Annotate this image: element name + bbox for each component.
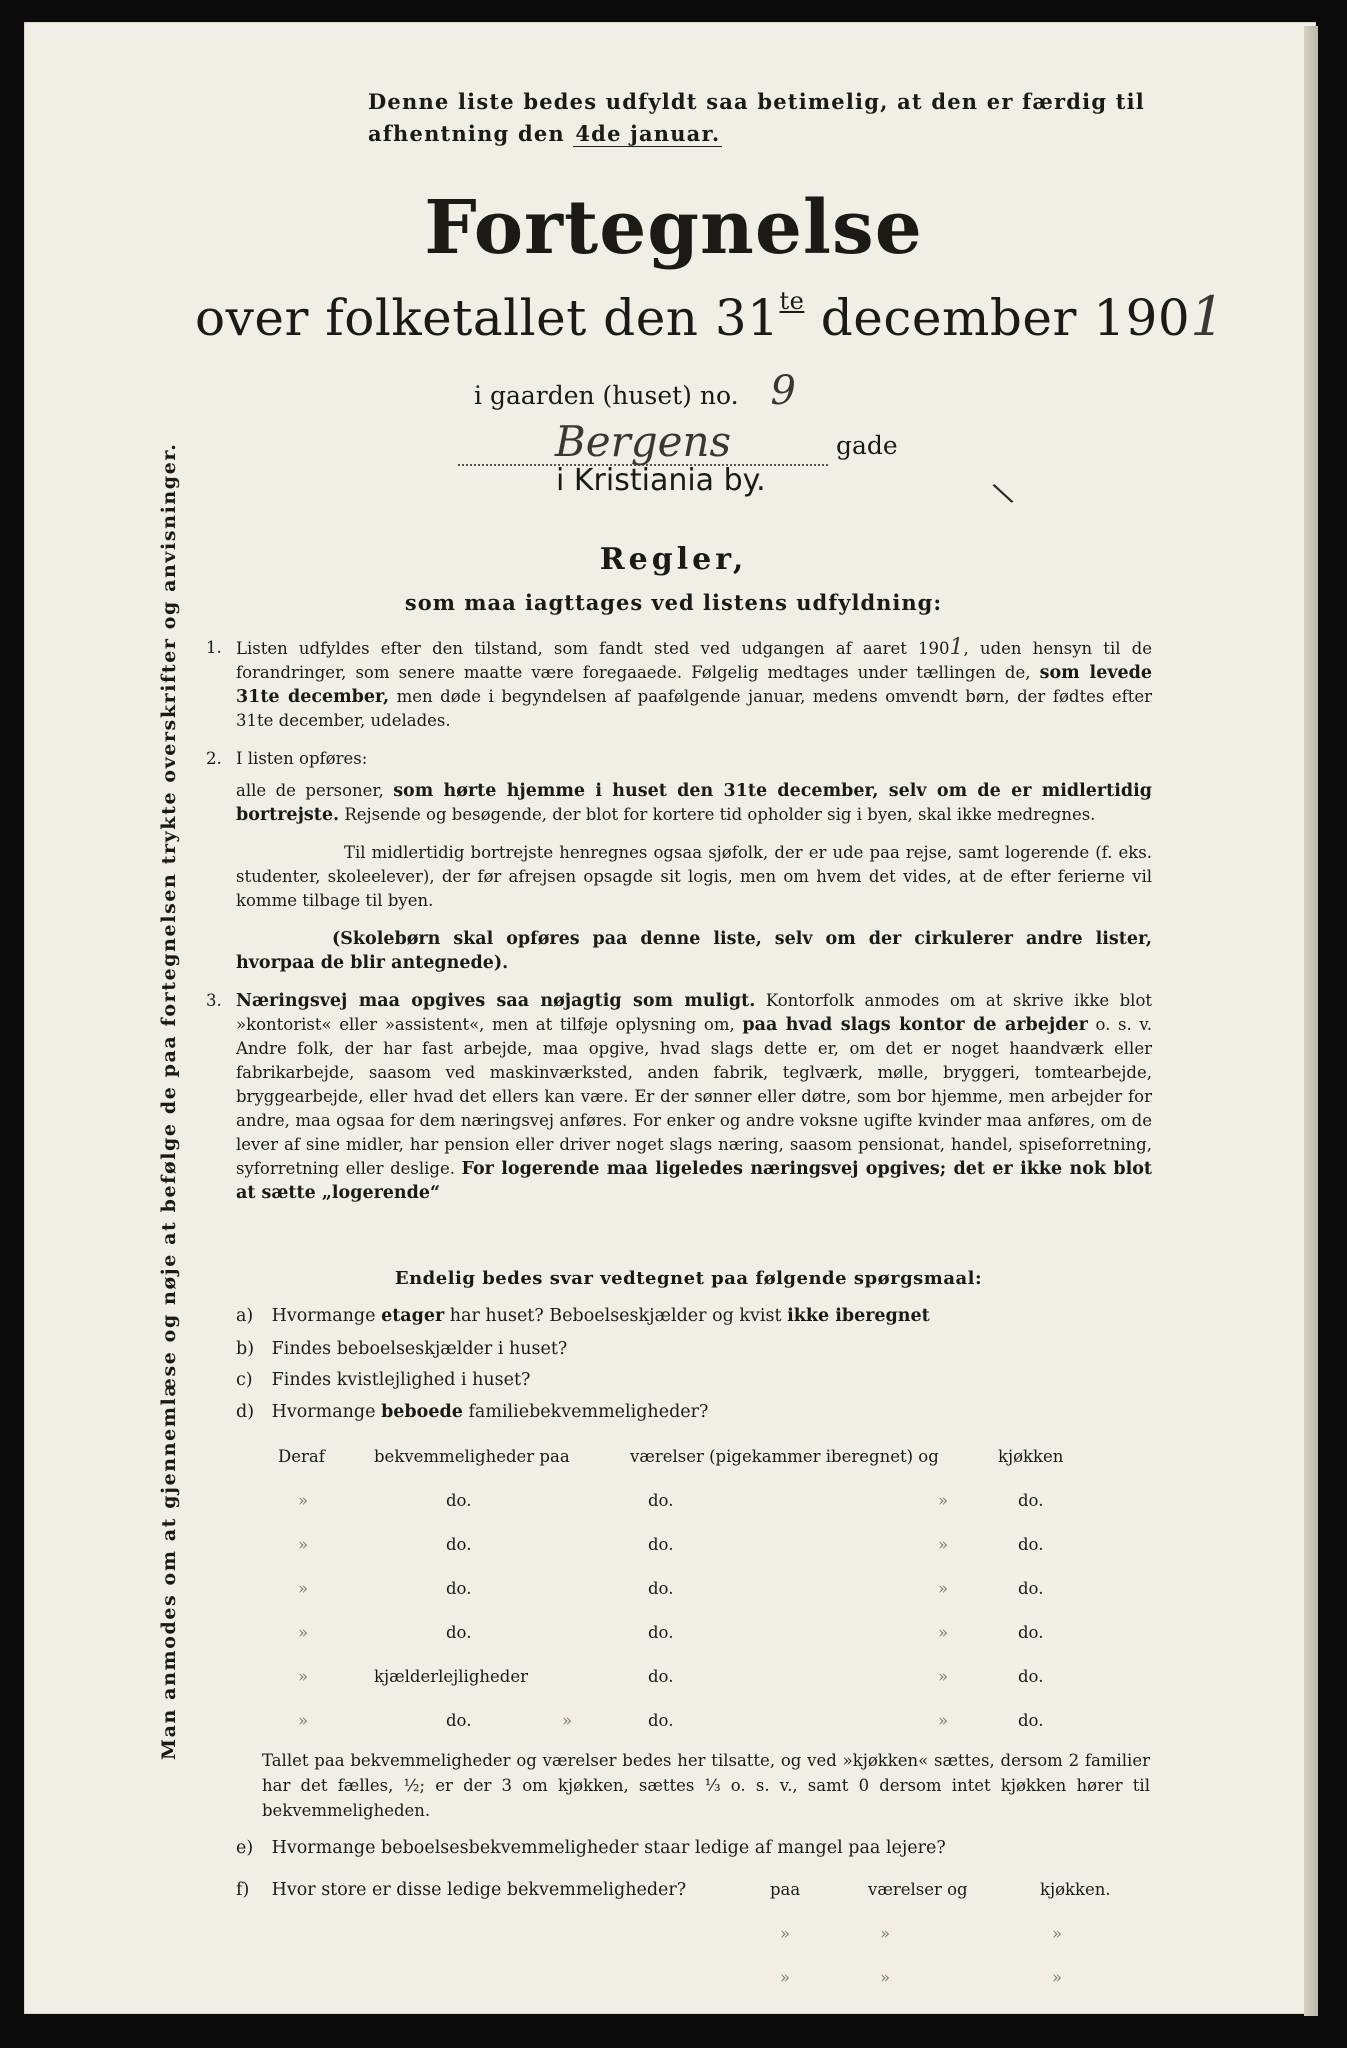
question-a-bold: etager <box>381 1306 445 1326</box>
subtitle-sup: te <box>779 287 805 315</box>
ditto-mark: » <box>880 1924 891 1943</box>
pickup-notice <box>368 86 1168 150</box>
ditto-mark: » <box>880 1968 891 1987</box>
ditto-mark: » <box>298 1667 309 1686</box>
rule-1-bold: som levede 31te december, <box>236 663 1153 707</box>
rule-1 <box>206 636 1152 733</box>
pickup-date: 4de januar. <box>575 121 721 146</box>
question-a-bold2: ikke iberegnet <box>787 1306 930 1326</box>
question-b-text: Findes beboelseskjælder i huset? <box>271 1339 568 1359</box>
ditto-do: do. <box>1018 1491 1044 1510</box>
ditto-mark: » <box>298 1579 309 1598</box>
rule-2-lead: I listen opføres: <box>236 749 368 768</box>
rule-2-part-a: alle de personer, <box>236 781 384 800</box>
document-title: Fortegnelse <box>424 185 923 271</box>
rule-3-bold-e: For logerende maa ligeledes næringsvej opgives; det er ikke nok blot at sætte „logerende“ <box>236 1159 1152 1203</box>
ditto-mark: » <box>938 1623 949 1642</box>
handwritten-house-number: 9 <box>770 368 796 414</box>
questions-heading: Endelig bedes svar vedtegnet paa følgende spørgsmaal: <box>394 1268 983 1289</box>
ditto-mark: » <box>938 1579 949 1598</box>
ditto-do: do. <box>1018 1535 1044 1554</box>
ditto-do: do. <box>648 1579 674 1598</box>
rule-2-text <box>236 779 1152 827</box>
ditto-mark: » <box>562 1711 573 1730</box>
ditto-mark: » <box>780 1968 791 1987</box>
ditto-mark: » <box>298 1711 309 1730</box>
rule-2-part-c: Rejsende og besøgende, der blot for kortere tid opholder sig i byen, skal ikke medregnes. <box>344 805 1096 824</box>
ditto-mark: » <box>938 1667 949 1686</box>
pickup-notice-line1: Denne liste bedes udfyldt saa betimelig, at den er færdig til <box>368 89 1145 114</box>
ditto-mark: » <box>938 1711 949 1730</box>
grid-header-deraf: Deraf <box>278 1447 325 1466</box>
ditto-do: do. <box>648 1623 674 1642</box>
question-f <box>236 1880 686 1900</box>
sidebar-instruction: Man anmodes om at gjennemlæse og nøje at befølge de paa fortegnelsen trykte overskrifter og anvisninger. <box>158 442 180 1760</box>
house-number-label: i gaarden (huset) no. <box>474 381 739 410</box>
document-subtitle <box>195 285 1225 348</box>
ditto-do: do. <box>1018 1623 1044 1642</box>
question-a-pre: Hvormange <box>271 1306 376 1326</box>
ditto-do: do. <box>446 1491 472 1510</box>
ditto-mark: » <box>298 1491 309 1510</box>
question-d <box>236 1402 708 1422</box>
question-a <box>236 1306 930 1326</box>
ditto-do: do. <box>446 1535 472 1554</box>
question-a-mid: har huset? Beboelseskjælder og kvist <box>449 1306 782 1326</box>
dwelling-note: Tallet paa bekvemmeligheder og værelser bedes her tilsatte, og ved »kjøkken« sættes, dersom 2 familier har det fælles, ½; er der 3 om kjøkken, sættes ⅓ o. s. v., samt 0 dersom intet kjøkken hører til bekvemmeligheden. <box>262 1751 1150 1820</box>
ditto-do: do. <box>648 1711 674 1730</box>
handwritten-rule-year: 1 <box>949 635 964 660</box>
ditto-mark: » <box>298 1623 309 1642</box>
rule-1-part-a: Listen udfyldes efter den tilstand, som fandt sted ved udgangen af aaret 190 <box>236 639 950 658</box>
question-d-pre: Hvormange <box>271 1402 376 1422</box>
question-f-vaerelser: værelser og <box>868 1880 968 1899</box>
rule-2-paragraph-2: Til midlertidig bortrejste henregnes ogsaa sjøfolk, der er ude paa rejse, samt logerende (f. eks. studenter, skoleelever), der før afrejsen opsagde sit logis, men om hvem det vides, at de efter ferierne vil komme tilbage til byen. <box>236 843 1152 910</box>
question-letter: a) <box>236 1306 254 1326</box>
rule-number: 3. <box>206 991 222 1010</box>
question-e-text: Hvormange beboelsesbekvemmeligheder staar ledige af mangel paa lejere? <box>271 1838 946 1858</box>
question-letter: f) <box>236 1880 250 1900</box>
ditto-mark: » <box>780 1924 791 1943</box>
city-line: i Kristiania by. <box>556 463 766 498</box>
ditto-mark: » <box>1052 1924 1063 1943</box>
pickup-notice-line2 <box>368 118 1168 150</box>
street-line <box>458 417 898 466</box>
street-suffix: gade <box>835 431 898 460</box>
question-letter: e) <box>236 1838 254 1858</box>
ditto-do: do. <box>648 1491 674 1510</box>
rule-1-text <box>236 636 1152 733</box>
rules-list <box>206 636 1152 1219</box>
rule-2 <box>206 747 1152 975</box>
rule-1-part-b: , uden hensyn til de forandringer, som senere maatte være foregaaede. Følgelig medtages under tællingen de, <box>236 639 1152 682</box>
rule-3-part-b: Kontorfolk anmodes om at skrive ikke blot »kontorist« eller »assistent«, men at tilføje oplysning om, <box>236 991 1153 1034</box>
ditto-mark: » <box>938 1535 949 1554</box>
handwritten-check-mark: \ <box>989 475 1017 512</box>
ditto-do: do. <box>1018 1711 1044 1730</box>
rule-number: 1. <box>206 638 222 657</box>
question-letter: b) <box>236 1339 255 1359</box>
rules-heading: Regler, <box>599 542 748 577</box>
rule-3-text <box>236 989 1152 1205</box>
rule-3-part-d: o. s. v. Andre folk, der har fast arbejde, maa opgive, hvad slags dette er, om det er noget haandværk eller fabrikarbejde, saasom ved maskinværksted, anden fabrik, teglværk, mølle, bryggeri, tomtearbejde, bryggearbejde, eller hvad det ellers kan være. Er der sønner eller døtre, som bor hjemme, men arbejder for andre, maa ogsaa for dem næringsvej anføres. For enker og andre voksne ugifte kvinder maa anføres, om de lever af sine midler, har pension eller driver noget slags næring, saasom pensionat, handel, spiseforretning, syforretning eller deslige. <box>236 1015 1152 1178</box>
rule-number: 2. <box>206 749 222 768</box>
grid-header-kjokken: kjøkken <box>998 1447 1064 1466</box>
ditto-do: do. <box>446 1711 472 1730</box>
ditto-do: do. <box>648 1535 674 1554</box>
rules-subheading: som maa iagttages ved listens udfyldning: <box>404 590 943 615</box>
question-letter: c) <box>236 1370 253 1390</box>
page-edge <box>1304 26 1318 2016</box>
subtitle-text2: december 190 <box>820 289 1191 347</box>
ditto-do: do. <box>648 1667 674 1686</box>
question-d-post: familiebekvemmeligheder? <box>468 1402 709 1422</box>
question-c-text: Findes kvistlejlighed i huset? <box>271 1370 531 1390</box>
ditto-do: do. <box>446 1623 472 1642</box>
question-e <box>236 1838 946 1858</box>
question-letter: d) <box>236 1402 255 1422</box>
rule-3-bold-c: paa hvad slags kontor de arbejder <box>742 1015 1088 1035</box>
question-c <box>236 1370 530 1390</box>
question-b <box>236 1339 567 1359</box>
rule-2-bold: som hørte hjemme i huset den 31te december, selv om de er midlertidig bortrejste. <box>236 781 1152 825</box>
ditto-mark: » <box>938 1491 949 1510</box>
ditto-mark: » <box>298 1535 309 1554</box>
question-d-bold: beboede <box>381 1402 463 1422</box>
ditto-do: do. <box>446 1579 472 1598</box>
pickup-notice-prefix: afhentning den <box>368 121 565 146</box>
question-f-text: Hvor store er disse ledige bekvemmeligheder? <box>271 1880 687 1900</box>
ditto-do: do. <box>1018 1667 1044 1686</box>
grid-header-vaerelser: værelser (pigekammer iberegnet) og <box>630 1447 939 1466</box>
ditto-do: do. <box>1018 1579 1044 1598</box>
rule-3-bold-a: Næringsvej maa opgives saa nøjagtig som muligt. <box>236 991 756 1011</box>
ditto-mark: » <box>1052 1968 1063 1987</box>
handwritten-street-name: Bergens <box>458 420 828 466</box>
rule-3 <box>206 989 1152 1205</box>
question-f-paa: paa <box>770 1880 801 1899</box>
rule-2-paragraph-3: (Skolebørn skal opføres paa denne liste, selv om der cirkulerer andre lister, hvorpaa de blir antegnede). <box>236 929 1152 973</box>
subtitle-text: over folketallet den 31 <box>195 289 780 347</box>
grid-cellar-label: kjælderlejligheder <box>374 1667 528 1686</box>
house-number-line <box>474 368 796 414</box>
grid-header-bekvemmeligheder: bekvemmeligheder paa <box>374 1447 570 1466</box>
rule-1-part-d: men døde i begyndelsen af paafølgende januar, medens omvendt børn, der fødtes efter 31te december, udelades. <box>236 687 1153 730</box>
handwritten-year-digit: 1 <box>1190 285 1226 348</box>
question-f-kjokken: kjøkken. <box>1040 1880 1111 1899</box>
